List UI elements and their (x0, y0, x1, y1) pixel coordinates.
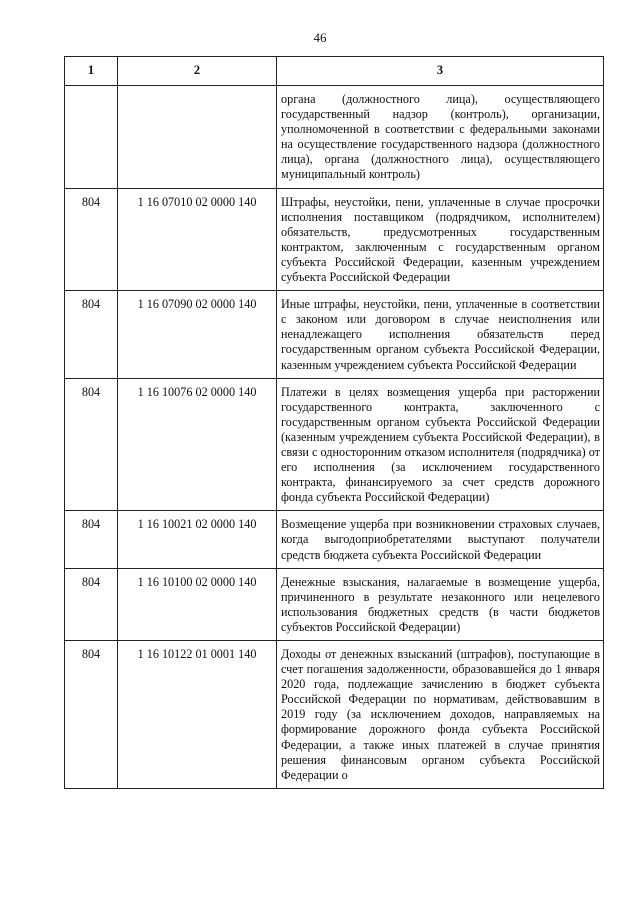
description-cell (277, 568, 604, 640)
admin-code-cell: 804 (65, 511, 118, 568)
description-text: Штрафы, неустойки, пени, уплаченные в случае просрочки исполнения поставщиком (подрядчиком, исполнителем) обязательств, предусмотренных государственным контрактом, заключенным с государственным органом субъекта Российской Федерации, казенным учреждением субъекта Российской Федерации (281, 194, 600, 285)
budget-code-cell (118, 86, 277, 189)
budget-code-cell: 1 16 10100 02 0000 140 (118, 568, 277, 640)
budget-code-table (64, 56, 604, 789)
description-cell (277, 291, 604, 378)
admin-code-cell: 804 (65, 188, 118, 291)
table-header-row (65, 57, 604, 86)
budget-code-cell: 1 16 07010 02 0000 140 (118, 188, 277, 291)
table-row (65, 188, 604, 291)
budget-code-cell: 1 16 10122 01 0001 140 (118, 641, 277, 789)
admin-code-cell (65, 86, 118, 189)
budget-code-cell: 1 16 07090 02 0000 140 (118, 291, 277, 378)
table-row (65, 641, 604, 789)
table-row (65, 511, 604, 568)
description-text: Платежи в целях возмещения ущерба при расторжении государственного контракта, заключенного с государственным органом субъекта Российской Федерации (казенным учреждением субъекта Российской Федерации), в связи с односторонним отказом исполнителя (подрядчика) от его исполнения (за исключением государственного контракта, финансируемого за счет средств дорожного фонда субъекта Российской Федерации) (281, 384, 600, 505)
description-cell (277, 86, 604, 189)
description-cell (277, 511, 604, 568)
admin-code-cell: 804 (65, 378, 118, 511)
column-header-2: 2 (118, 57, 277, 86)
admin-code-cell: 804 (65, 291, 118, 378)
budget-code-cell: 1 16 10021 02 0000 140 (118, 511, 277, 568)
budget-code-cell: 1 16 10076 02 0000 140 (118, 378, 277, 511)
table-row (65, 568, 604, 640)
description-text: органа (должностного лица), осуществляющего государственный надзор (контроль), организации, уполномоченной в соответствии с федеральными законами на осуществление государственного надзора (должностного лица), органа (должностного лица), осуществляющего муниципальный контроль) (281, 92, 600, 182)
description-cell (277, 641, 604, 789)
table-row (65, 86, 604, 189)
description-cell (277, 188, 604, 291)
page-number: 46 (313, 30, 327, 45)
admin-code-cell: 804 (65, 641, 118, 789)
description-text: Денежные взыскания, налагаемые в возмещение ущерба, причиненного в результате незаконного или нецелевого использования бюджетных средств (в части бюджетов субъектов Российской Федерации) (281, 574, 600, 634)
column-header-1: 1 (65, 57, 118, 86)
description-text: Доходы от денежных взысканий (штрафов), поступающие в счет погашения задолженности, образовавшейся до 1 января 2020 года, подлежащие зачислению в бюджет субъекта Российской Федерации по нормативам, действовавшим в 2019 году (за исключением доходов, направляемых на формирование дорожного фонда субъекта Российской Федерации, а также иных платежей в случае принятия решения финансовым органом субъекта Российской Федерации о (281, 647, 600, 782)
description-cell (277, 378, 604, 511)
table-row (65, 378, 604, 511)
admin-code-cell: 804 (65, 568, 118, 640)
table-row (65, 291, 604, 378)
description-text: Иные штрафы, неустойки, пени, уплаченные в соответствии с законом или договором в случае неисполнения или ненадлежащего исполнения обязательств перед государственным органом субъекта Российской Федерации, казенным учреждением субъекта Российской Федерации (281, 297, 600, 372)
description-text: Возмещение ущерба при возникновении страховых случаев, когда выгодоприобретателями выступают получатели средств бюджета субъекта Российской Федерации (281, 517, 600, 562)
column-header-3: 3 (277, 57, 604, 86)
